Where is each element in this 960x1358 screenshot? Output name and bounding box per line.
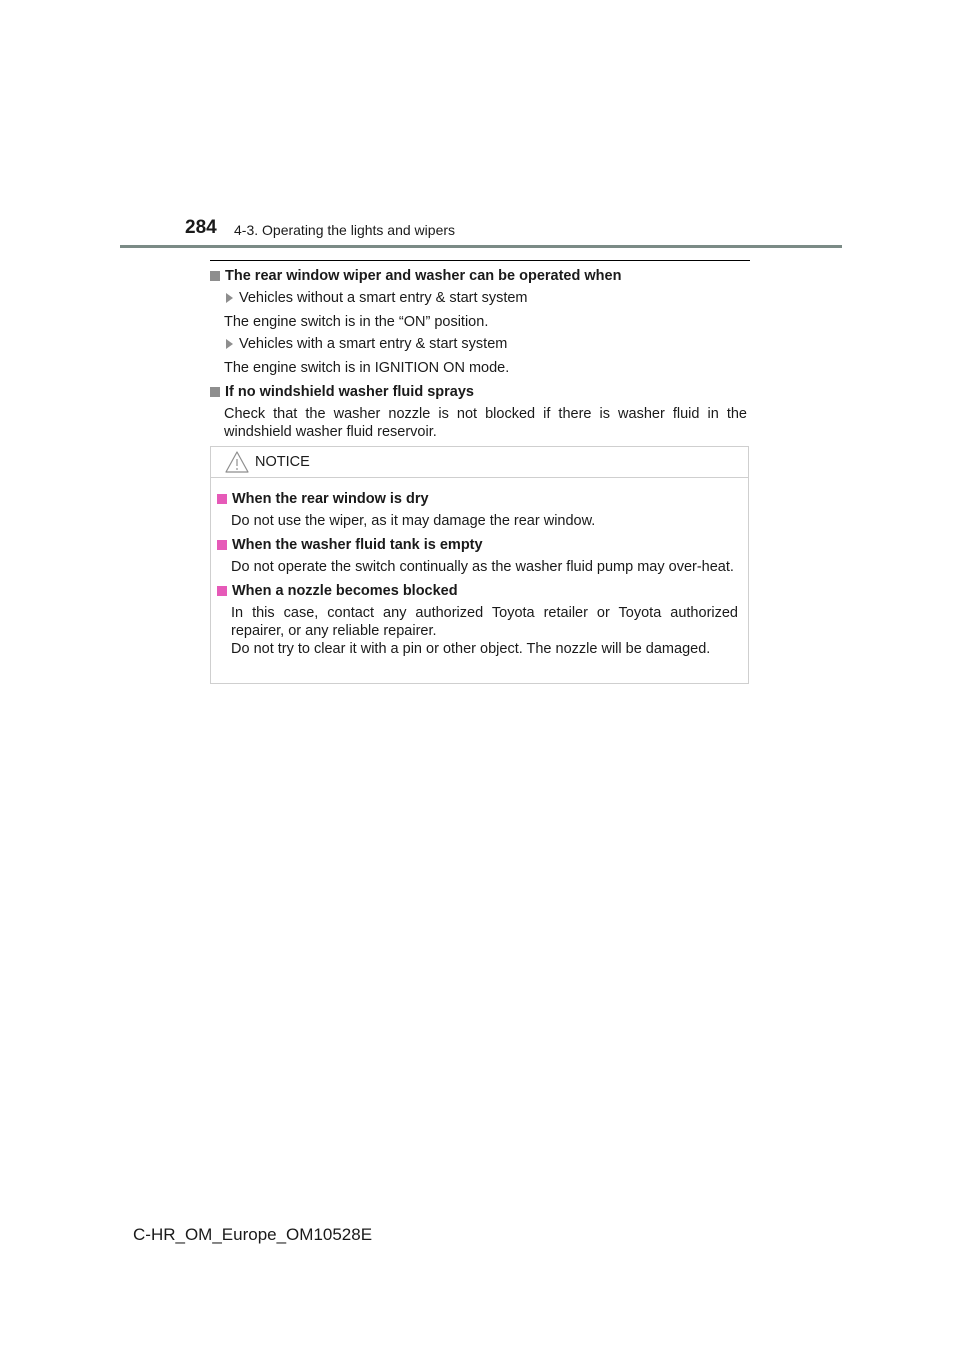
notice-item-heading — [217, 582, 738, 600]
warning-triangle-icon — [225, 451, 249, 473]
header-divider — [120, 245, 842, 248]
condition-text: Vehicles without a smart entry & start system — [239, 290, 528, 306]
body-text: The engine switch is in the “ON” position. — [224, 314, 489, 330]
notice-header — [211, 447, 748, 478]
main-content — [210, 267, 747, 441]
section-heading — [210, 383, 747, 401]
body-text: Check that the washer nozzle is not blocked if there is washer fluid in the windshield washer fluid reservoir. — [224, 406, 747, 440]
square-bullet-icon — [217, 586, 227, 596]
condition-text: Vehicles with a smart entry & start system — [239, 336, 508, 352]
section-title: 4-3. Operating the lights and wipers — [234, 222, 456, 238]
section-heading-text: If no windshield washer fluid sprays — [225, 384, 474, 400]
page-header — [120, 214, 842, 248]
notice-item-text: Do not try to clear it with a pin or other object. The nozzle will be damaged. — [231, 641, 711, 657]
square-bullet-icon — [217, 494, 227, 504]
triangle-bullet-icon — [226, 293, 233, 303]
notice-item-heading-text: When a nozzle becomes blocked — [232, 583, 458, 599]
notice-item-heading-text: When the washer fluid tank is empty — [232, 537, 483, 553]
square-bullet-icon — [210, 271, 220, 281]
square-bullet-icon — [210, 387, 220, 397]
notice-item-heading-text: When the rear window is dry — [232, 491, 429, 507]
content-top-divider — [210, 260, 750, 261]
condition-item — [210, 335, 747, 353]
triangle-bullet-icon — [226, 339, 233, 349]
body-text: The engine switch is in IGNITION ON mode. — [224, 360, 510, 376]
section-heading — [210, 267, 747, 285]
notice-item-text: Do not use the wiper, as it may damage the rear window. — [231, 513, 596, 529]
notice-body — [211, 478, 748, 658]
notice-box — [210, 446, 749, 684]
square-bullet-icon — [217, 540, 227, 550]
notice-item-heading — [217, 490, 738, 508]
condition-item — [210, 289, 747, 307]
notice-title: NOTICE — [255, 454, 310, 470]
notice-item-text: In this case, contact any authorized Toyota retailer or Toyota authorized repairer, or any reliable repairer. — [231, 605, 738, 639]
document-code: C-HR_OM_Europe_OM10528E — [133, 1225, 373, 1244]
notice-item-text: Do not operate the switch continually as the washer fluid pump may over-heat. — [231, 559, 734, 575]
notice-item-heading — [217, 536, 738, 554]
section-heading-text: The rear window wiper and washer can be operated when — [225, 268, 622, 284]
page-number: 284 — [185, 217, 217, 238]
